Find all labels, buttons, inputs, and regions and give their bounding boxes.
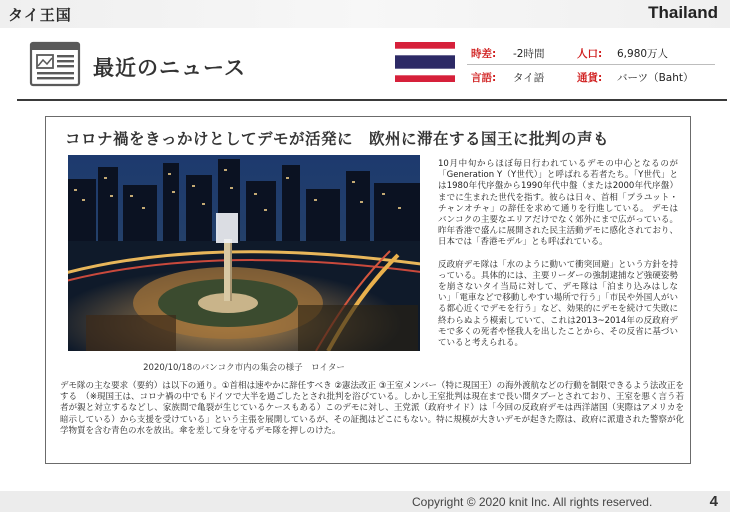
photo-caption: 2020/10/18のバンコク市内の集会の様子 ロイター xyxy=(143,363,345,373)
population-value: 6,980万人 xyxy=(617,48,669,60)
info-row-2 xyxy=(467,65,715,89)
info-row-1 xyxy=(467,41,715,65)
article-paragraph-1: 10月中旬からほぼ毎日行われているデモの中心となるのが「Generation Y（Y世代）」と呼ばれる若者たち。「Y世代」とは1980年代序盤から1990年代中盤（または2000年代序盤）までに生まれた世代を指す。彼らは日々、首相「プラユット・チャンオチャ」の辞任を求めて通りを行進している。 デモはバンコクの主要なエリアだけでなく郊外にまで広がっている。昨年香港で盛んに展開された民主活動デモに感化されており、日本では「香港モデル」とも呼ばれている。 xyxy=(438,159,678,248)
article-card xyxy=(45,116,691,464)
newspaper-icon xyxy=(29,41,81,87)
article-paragraph-2: 反政府デモ隊は「水のように動いて衝突回避」という方針を持っている。具体的には、主要リーダーの強制逮捕など強硬姿勢を崩さないタイ当局に対して、デモ隊は「泊まり込みはしない」「電車などで移動しやすい場所で行う」「市民や外国人がいる都心近くでデモを行う」など、効果的にデモを続けて失敗に終わらぬよう模索していて、これは2013~2014年の反政府デモで多くの死者や怪我人を出したことから、その反省に基づいていると考えられる。 xyxy=(438,259,678,349)
section-title: 最近のニュース xyxy=(93,56,246,80)
page-number: 4 xyxy=(709,493,718,510)
article-body-right xyxy=(438,159,678,349)
country-name-en: Thailand xyxy=(648,3,718,22)
article-headline: コロナ禍をきっかけとしてデモが活発に 欧州に滞在する国王に批判の声も xyxy=(65,130,610,148)
language-label: 言語: xyxy=(471,72,497,84)
footer xyxy=(0,491,730,512)
header-divider xyxy=(17,99,727,101)
article-photo xyxy=(68,155,420,351)
language-value: タイ語 xyxy=(513,72,545,84)
currency-value: バーツ（Baht） xyxy=(617,72,694,84)
article-paragraph-3: デモ隊の主な要求（要約）は以下の通り。①首相は速やかに辞任すべき ②憲法改正 ③王室メンバー（特に現国王）の海外渡航などの行動を制限できるよう法改正をする （※現国王は、コロナ禍の中でもドイツで大半を過ごしたとされ批判を浴びている。しかし王室批判は現在まで長い間タブーとされており、王室を悪く言う若者が親と対立するなどし、家族間で亀裂が生じているケースもある）このデモに対し、王党派（政府サイド）は「今回の反政府デモは西洋諸国（実際はアメリカを暗示している）から支援を受けている」という主張を展開しているが、その証拠はどこにもない。特に規模が大きいデモが起きた際は、政府に派遣された警察が化学物質を含む青色の水を放出。傘を差して身を守るデモ隊を押しのけた。 xyxy=(60,381,684,436)
time-diff-value: -2時間 xyxy=(513,48,545,60)
copyright-text: Copyright © 2020 knit Inc. All rights reserved. xyxy=(412,495,653,509)
country-info xyxy=(467,41,715,89)
time-diff-label: 時差: xyxy=(471,48,497,60)
currency-label: 通貨: xyxy=(577,72,603,84)
population-label: 人口: xyxy=(577,48,603,60)
country-name-ja: タイ王国 xyxy=(8,6,72,24)
top-bar xyxy=(0,0,730,28)
thailand-flag-icon xyxy=(395,42,455,82)
